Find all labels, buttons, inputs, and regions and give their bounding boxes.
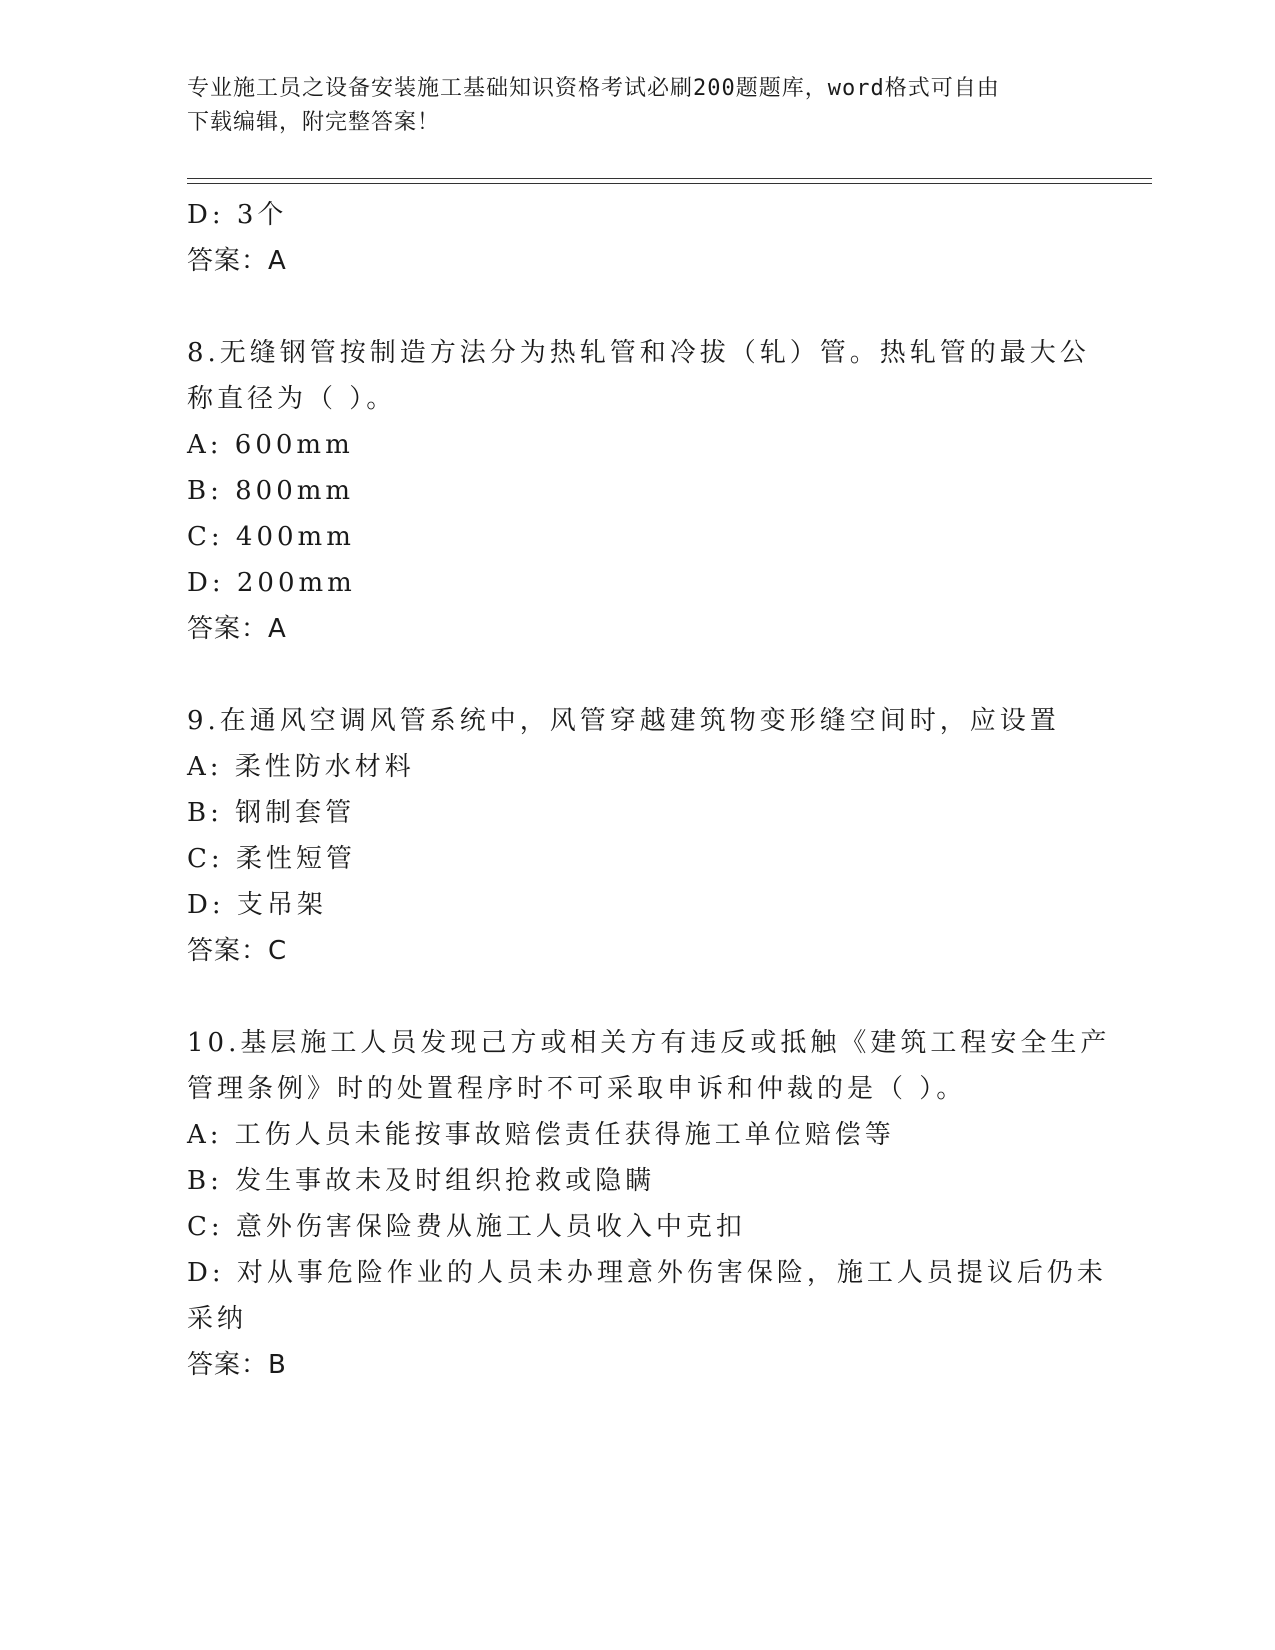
prev-option-d: D: 3个 <box>187 200 288 230</box>
question-9-option-b: B: 钢制套管 <box>187 798 356 828</box>
question-8-text-1: 8.无缝钢管按制造方法分为热轧管和冷拔（轧）管。热轧管的最大公 <box>187 338 1090 368</box>
question-10-text-2: 管理条例》时的处置程序时不可采取申诉和仲裁的是（ ）。 <box>187 1074 967 1104</box>
document-header <box>187 72 1087 140</box>
question-9-answer: 答案：C <box>187 936 288 966</box>
question-9-text-1: 9.在通风空调风管系统中，风管穿越建筑物变形缝空间时，应设置 <box>187 706 1060 736</box>
question-10-option-a: A: 工伤人员未能按事故赔偿责任获得施工单位赔偿等 <box>187 1120 895 1150</box>
question-8-option-a: A: 600mm <box>187 430 354 460</box>
header-line-2: 下载编辑，附完整答案！ <box>187 110 441 135</box>
question-9-option-a: A: 柔性防水材料 <box>187 752 415 782</box>
question-10-option-b: B: 发生事故未及时组织抢救或隐瞒 <box>187 1166 656 1196</box>
question-9-option-c: C: 柔性短管 <box>187 844 356 874</box>
question-10-answer: 答案：B <box>187 1350 287 1380</box>
header-rule-bottom <box>187 183 1152 184</box>
question-8-option-b: B: 800mm <box>187 476 355 506</box>
question-8-option-d: D: 200mm <box>187 568 356 598</box>
question-10-option-d-1: D: 对从事危险作业的人员未办理意外伤害保险，施工人员提议后仍未 <box>187 1258 1107 1288</box>
question-8 <box>187 330 1090 652</box>
document-body <box>187 192 1111 1388</box>
question-10-option-c: C: 意外伤害保险费从施工人员收入中克扣 <box>187 1212 746 1242</box>
header-line-1: 专业施工员之设备安装施工基础知识资格考试必刷200题题库，word格式可自由 <box>187 76 1000 101</box>
question-8-text-2: 称直径为（ ）。 <box>187 384 397 414</box>
question-10-text-1: 10.基层施工人员发现己方或相关方有违反或抵触《建筑工程安全生产 <box>187 1028 1111 1058</box>
question-9-option-d: D: 支吊架 <box>187 890 327 920</box>
question-10 <box>187 1020 1111 1388</box>
question-8-answer: 答案：A <box>187 614 287 644</box>
prev-answer: 答案：A <box>187 246 287 276</box>
question-10-option-d-2: 采纳 <box>187 1304 248 1334</box>
question-9 <box>187 698 1087 974</box>
question-8-option-c: C: 400mm <box>187 522 355 552</box>
header-rule-top <box>187 178 1152 179</box>
